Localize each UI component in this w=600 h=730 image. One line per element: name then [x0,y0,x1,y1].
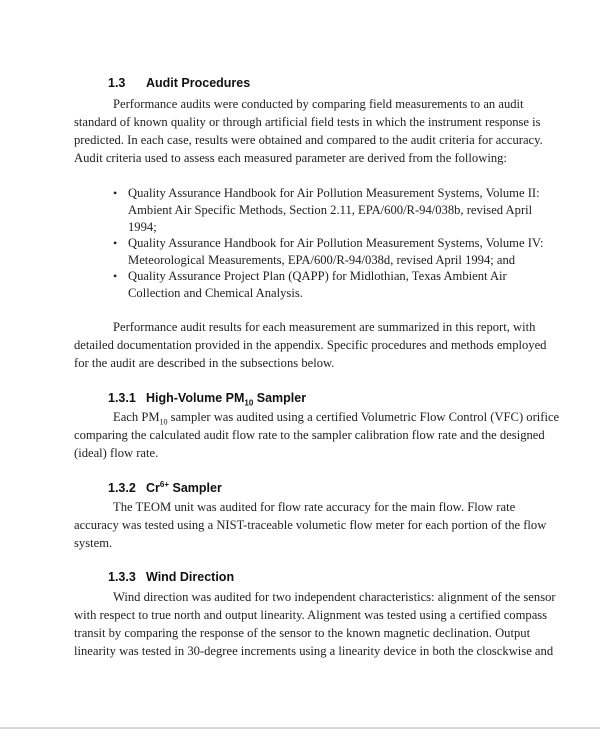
section-heading-1-3 [108,76,250,90]
section-title: Cr [146,481,160,496]
section-title-suffix: Sampler [169,481,222,496]
section-heading-1-3-3 [108,570,234,584]
subscript: 10 [159,417,168,427]
bullet-icon: • [113,186,118,200]
bullet-line: 1994; [128,220,157,234]
paragraph-line: comparing the calculated audit flow rate to the sampler calibration flow rate and the designed [74,428,545,442]
bullet-line: Quality Assurance Project Plan (QAPP) for Midlothian, Texas Ambient Air [128,269,507,283]
paragraph-line: The TEOM unit was audited for flow rate accuracy for the main flow. Flow rate [113,500,516,514]
section-number: 1.3.1 [108,391,136,405]
section-number: 1.3 [108,76,126,90]
section-heading-1-3-1 [108,391,306,408]
paragraph-line: for the audit are described in the subsections below. [74,356,335,370]
text: Each PM [113,410,160,424]
bullet-line: Collection and Chemical Analysis. [128,286,303,300]
bullet-line: Quality Assurance Handbook for Air Pollution Measurement Systems, Volume IV: [128,236,544,250]
section-heading-1-3-2 [108,480,222,495]
paragraph-line: Performance audits were conducted by comparing field measurements to an audit [113,97,524,111]
text: sampler was audited using a certified Volumetric Flow Control (VFC) orifice [167,410,560,424]
paragraph-line: Wind direction was audited for two independent characteristics: alignment of the sensor [113,590,556,604]
bullet-line: Quality Assurance Handbook for Air Pollution Measurement Systems, Volume II: [128,186,540,200]
paragraph-line: Audit criteria used to assess each measured parameter are derived from the following: [74,151,507,165]
bullet-line: Ambient Air Specific Methods, Section 2.11, EPA/600/R-94/038b, revised April [128,203,533,217]
superscript: 6+ [159,480,170,489]
section-title: Wind Direction [146,570,235,584]
section-number: 1.3.3 [108,570,136,584]
bullet-icon: • [113,269,118,283]
section-title-suffix: Sampler [253,391,307,405]
paragraph-line: accuracy was tested using a NIST-traceable volumetic flow meter for each portion of the flow [74,518,547,532]
section-title: Audit Procedures [146,76,251,90]
subscript: 10 [244,398,254,408]
paragraph-line: with respect to true north and output linearity. Alignment was tested using a certified compass [74,608,548,622]
paragraph-line: (ideal) flow rate. [74,446,159,460]
bullet-line: Meteorological Measurements, EPA/600/R-94/038d, revised April 1994; and [128,253,516,267]
paragraph-line: predicted. In each case, results were obtained and compared to the audit criteria for accuracy. [74,133,543,147]
bullet-icon: • [113,236,118,250]
section-number: 1.3.2 [108,481,136,496]
paragraph-line: system. [74,536,113,550]
paragraph-line: standard of known quality or through artificial field tests in which the instrument response is [74,115,541,129]
paragraph-line: transit by comparing the response of the sensor to the known magnetic declination. Output [74,626,531,640]
paragraph-line: linearity was tested in 30-degree increments using a linearity device in both the closckwise and [74,644,554,658]
section-title: High-Volume PM [146,391,245,405]
paragraph-line: detailed documentation provided in the appendix. Specific procedures and methods employed [74,338,547,352]
paragraph-line: Performance audit results for each measurement are summarized in this report, with [113,320,536,334]
